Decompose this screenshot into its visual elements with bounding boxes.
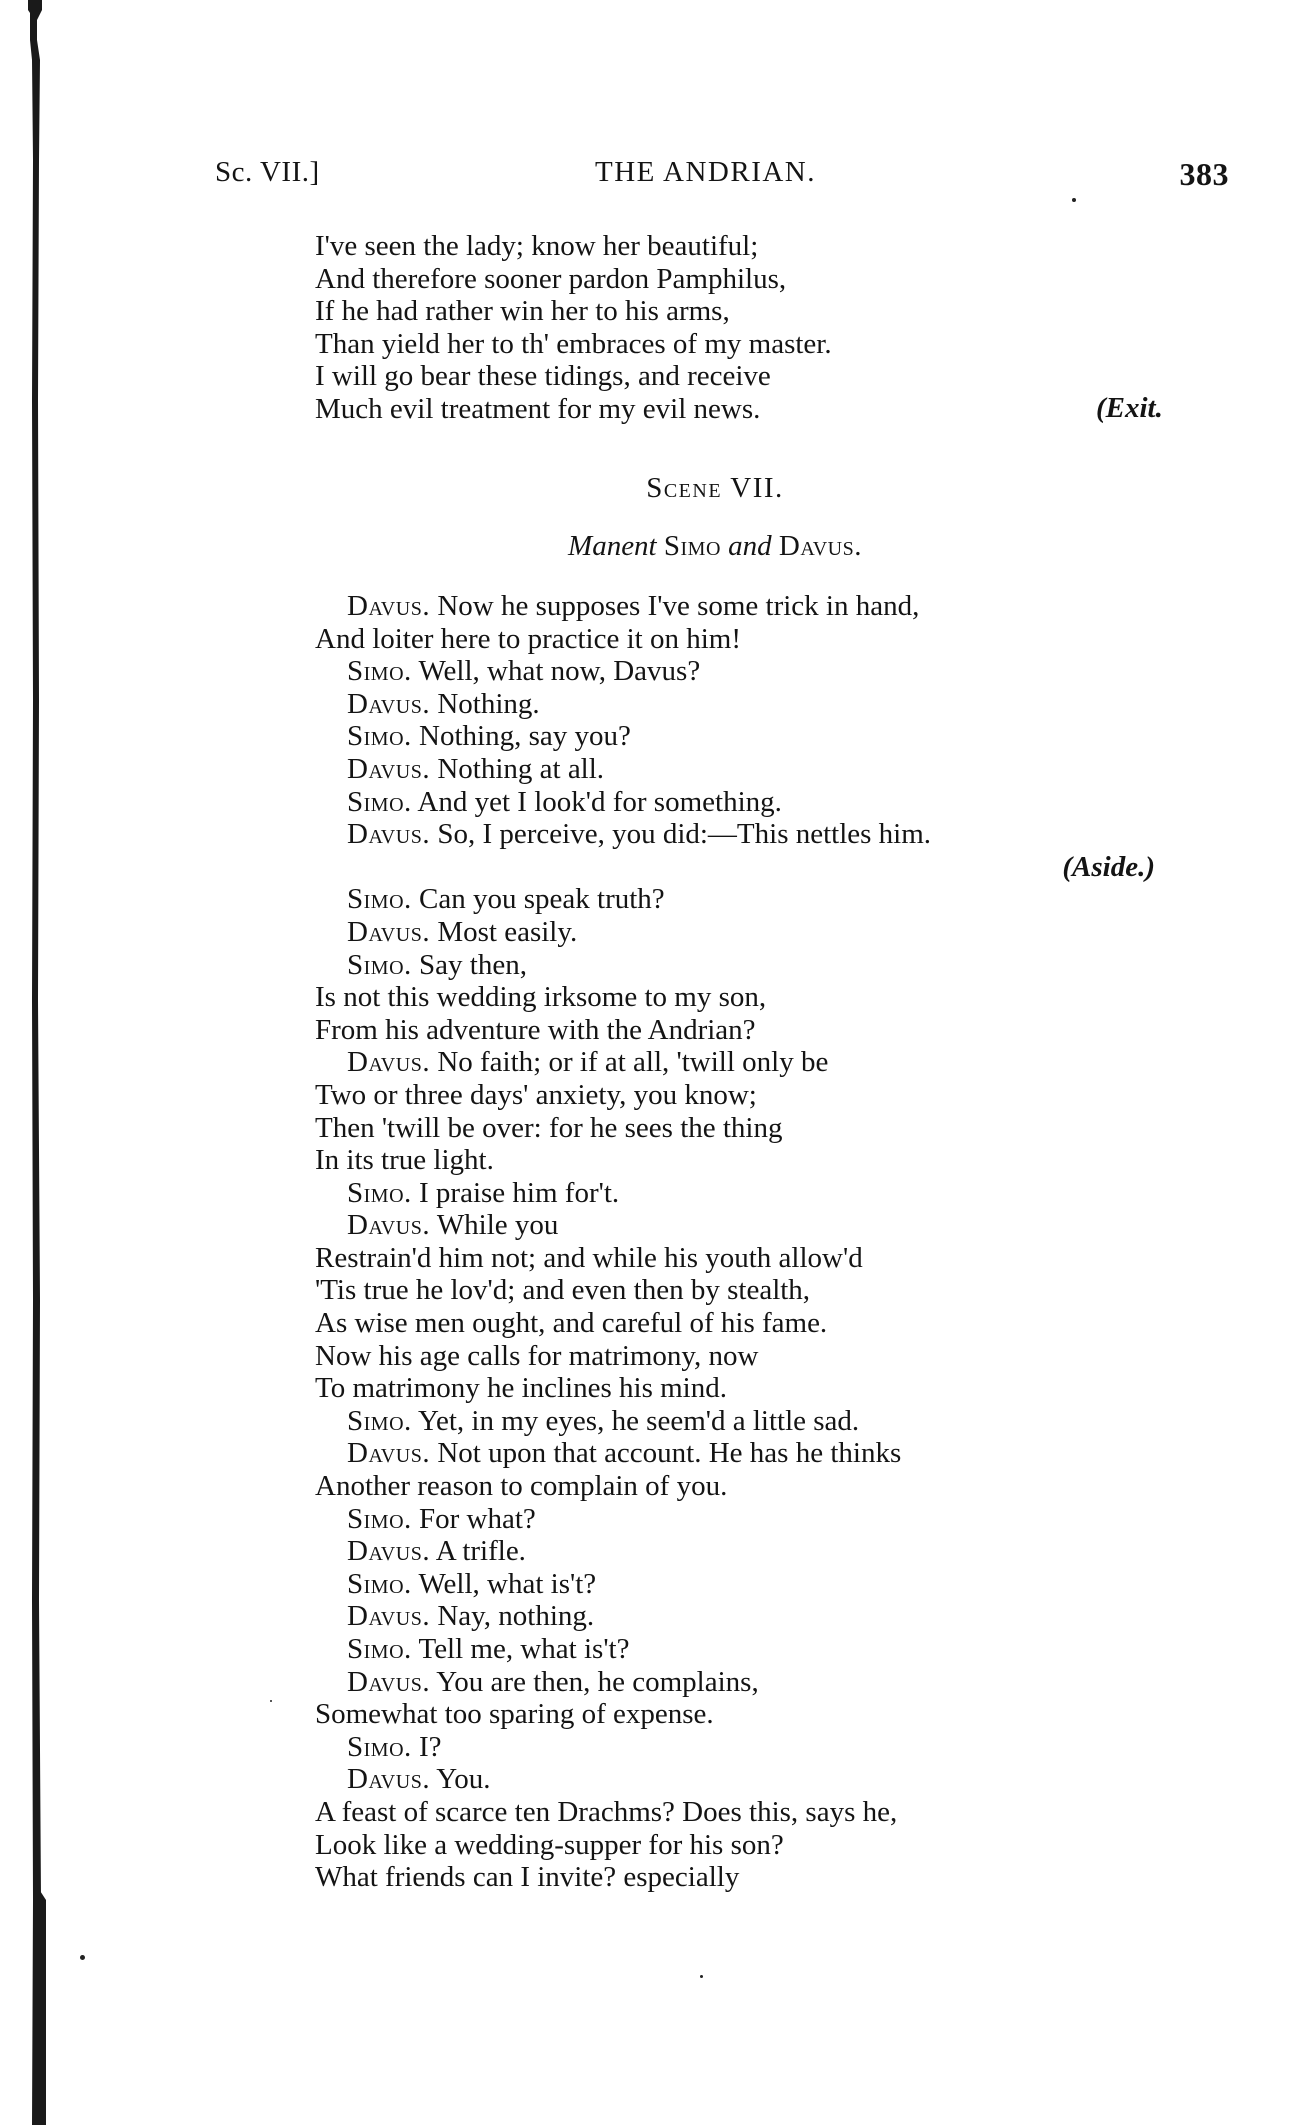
- line-text: Yet, in my eyes, he seem'd a little sad.: [417, 1404, 860, 1437]
- speaker-name: Davus.: [347, 915, 431, 948]
- dialogue-line: [315, 981, 1155, 1014]
- dialogue-line: [315, 786, 1155, 819]
- speaker-name: Davus.: [347, 590, 431, 622]
- running-head: [215, 150, 1229, 200]
- speaker-name: Simo.: [347, 1633, 412, 1665]
- line-text: And yet I look'd for something.: [417, 785, 782, 818]
- line-text: A trifle.: [435, 1535, 526, 1568]
- dialogue-line: [315, 1372, 1155, 1405]
- print-speck: [80, 1955, 85, 1960]
- line-text: Somewhat too sparing of expense.: [315, 1698, 714, 1731]
- dialogue-line: [315, 1274, 1155, 1307]
- dialogue-line: [315, 1046, 1155, 1079]
- line-text: Look like a wedding-supper for his son?: [315, 1828, 784, 1861]
- line-text: 'Tis true he lov'd; and even then by stealth,: [315, 1274, 811, 1307]
- dialogue-line: [315, 1340, 1155, 1373]
- speaker-name: Davus.: [347, 1535, 431, 1568]
- speaker-name: Simo.: [347, 1176, 412, 1209]
- dialogue-line: [315, 916, 1155, 949]
- speaker-name: Simo.: [347, 1404, 412, 1437]
- speaker-name: Davus.: [347, 1046, 431, 1079]
- page-number: 383: [1179, 156, 1229, 192]
- line-text: Can you speak truth?: [419, 883, 665, 916]
- speaker-name: Davus.: [347, 687, 431, 720]
- dialogue-line: [315, 1307, 1155, 1340]
- line-text: Nothing at all.: [437, 752, 605, 785]
- line-text: As wise men ought, and careful of his fame.: [315, 1307, 828, 1340]
- speaker-name: Davus.: [347, 818, 431, 851]
- line-text: So, I perceive, you did:—This nettles him.: [437, 818, 932, 851]
- speaker-name: Simo.: [347, 1502, 412, 1535]
- dialogue-line: [315, 720, 1155, 753]
- verse-line: Than yield her to th' embraces of my master.: [315, 327, 832, 360]
- dialogue-line: [315, 1698, 1155, 1731]
- prior-scene-text: [315, 230, 832, 426]
- line-text: I?: [419, 1730, 442, 1763]
- print-speck: [1072, 198, 1076, 202]
- line-text: What friends can I invite? especially: [315, 1861, 740, 1894]
- line-text: No faith; or if at all, 'twill only be: [437, 1046, 829, 1079]
- running-head-title: THE ANDRIAN.: [595, 156, 816, 188]
- dialogue-line: [315, 1535, 1155, 1568]
- line-text: Say then,: [419, 948, 527, 981]
- speaker-name: Simo.: [347, 1567, 412, 1600]
- dialogue-line: [315, 1731, 1155, 1764]
- verse-line: If he had rather win her to his arms,: [315, 295, 730, 328]
- dialogue-line: [315, 1666, 1155, 1699]
- dialogue-line: [315, 1503, 1155, 1536]
- dialogue-line: [315, 655, 1155, 688]
- dialogue-line: [315, 1600, 1155, 1633]
- line-text: To matrimony he inclines his mind.: [315, 1372, 727, 1405]
- dialogue-line: [315, 1209, 1155, 1242]
- dialogue-line: [315, 590, 1155, 623]
- dialogue-line: [315, 1177, 1155, 1210]
- line-text: Nay, nothing.: [437, 1600, 595, 1633]
- print-speck: [700, 1975, 703, 1978]
- scene-stage-direction: [315, 530, 1115, 563]
- line-text: Tell me, what is't?: [418, 1633, 630, 1665]
- dialogue-line: [315, 688, 1155, 721]
- exit-direction: (Exit.: [1096, 392, 1163, 424]
- verse-line: I've seen the lady; know her beautiful;: [315, 230, 759, 262]
- speaker-name: Davus.: [347, 1763, 431, 1796]
- line-text: Two or three days' anxiety, you know;: [315, 1078, 757, 1111]
- dialogue-line: [315, 1079, 1155, 1112]
- dialogue-line: [315, 1470, 1155, 1503]
- speaker-name: Simo.: [347, 1730, 412, 1763]
- line-text: Nothing, say you?: [419, 720, 631, 753]
- scene-heading: Scene VII.: [646, 472, 784, 504]
- line-text: And loiter here to practice it on him!: [315, 622, 741, 655]
- line-text: A feast of scarce ten Drachms? Does this, says he,: [315, 1795, 898, 1828]
- verse-line: I will go bear these tidings, and receive: [315, 360, 771, 393]
- line-text: Not upon that account. He has he thinks: [437, 1437, 902, 1470]
- line-text: Well, what now, Davus?: [418, 655, 701, 688]
- character-name: Simo: [663, 530, 721, 562]
- stage-conjunction: and: [728, 530, 772, 562]
- line-text: For what?: [419, 1502, 536, 1535]
- speaker-name: Simo.: [347, 948, 412, 981]
- line-text: Now his age calls for matrimony, now: [315, 1339, 759, 1372]
- speaker-name: Davus.: [347, 1437, 431, 1470]
- running-head-section: Sc. VII.]: [215, 156, 320, 188]
- line-text: Nothing.: [437, 687, 540, 720]
- line-text: You.: [436, 1763, 491, 1796]
- dialogue-line: [315, 1405, 1155, 1438]
- line-text: Well, what is't?: [418, 1567, 597, 1600]
- stage-word: Manent: [568, 530, 657, 562]
- dialogue-line: [315, 1014, 1155, 1047]
- dialogue-line: [315, 1242, 1155, 1275]
- dialogue-line: [315, 623, 1155, 656]
- character-name: Davus.: [778, 530, 862, 562]
- line-text: Then 'twill be over: for he sees the thing: [315, 1111, 783, 1144]
- speaker-name: Davus.: [347, 1209, 431, 1242]
- dialogue-block: [315, 590, 1155, 1894]
- dialogue-line: [315, 1437, 1155, 1470]
- speaker-name: Davus.: [347, 1665, 431, 1698]
- speaker-name: Simo.: [347, 720, 412, 753]
- speaker-name: Simo.: [347, 883, 412, 916]
- dialogue-line: [315, 1568, 1155, 1601]
- dialogue-line: [315, 1633, 1155, 1666]
- speaker-name: Davus.: [347, 752, 431, 785]
- line-text: Another reason to complain of you.: [315, 1470, 728, 1503]
- speaker-name: Davus.: [347, 1600, 431, 1633]
- dialogue-line: [315, 1763, 1155, 1796]
- dialogue-line: [315, 753, 1155, 786]
- line-text: Restrain'd him not; and while his youth allow'd: [315, 1241, 863, 1274]
- line-text: You are then, he complains,: [436, 1665, 759, 1698]
- dialogue-line: [315, 818, 1155, 851]
- line-text: Most easily.: [437, 915, 578, 948]
- dialogue-line: [315, 949, 1155, 982]
- line-text: Is not this wedding irksome to my son,: [315, 981, 767, 1014]
- aside-direction: (Aside.): [1062, 850, 1155, 883]
- line-text: In its true light.: [315, 1144, 494, 1177]
- dialogue-line: [315, 1829, 1155, 1862]
- print-speck: [270, 1700, 272, 1702]
- book-binding-edge: [28, 0, 50, 2125]
- line-text: Now he supposes I've some trick in hand,: [437, 590, 920, 622]
- line-text: I praise him for't.: [419, 1176, 620, 1209]
- line-text: From his adventure with the Andrian?: [315, 1013, 756, 1046]
- dialogue-line: [315, 1796, 1155, 1829]
- speaker-name: Simo.: [347, 785, 412, 818]
- verse-line: And therefore sooner pardon Pamphilus,: [315, 262, 787, 295]
- dialogue-line: [315, 1144, 1155, 1177]
- verse-line: Much evil treatment for my evil news.: [315, 392, 761, 425]
- line-text: While you: [436, 1209, 559, 1242]
- dialogue-line: [315, 1112, 1155, 1145]
- speaker-name: Simo.: [347, 655, 412, 688]
- dialogue-line: [315, 883, 1155, 916]
- dialogue-line: [315, 1861, 1155, 1894]
